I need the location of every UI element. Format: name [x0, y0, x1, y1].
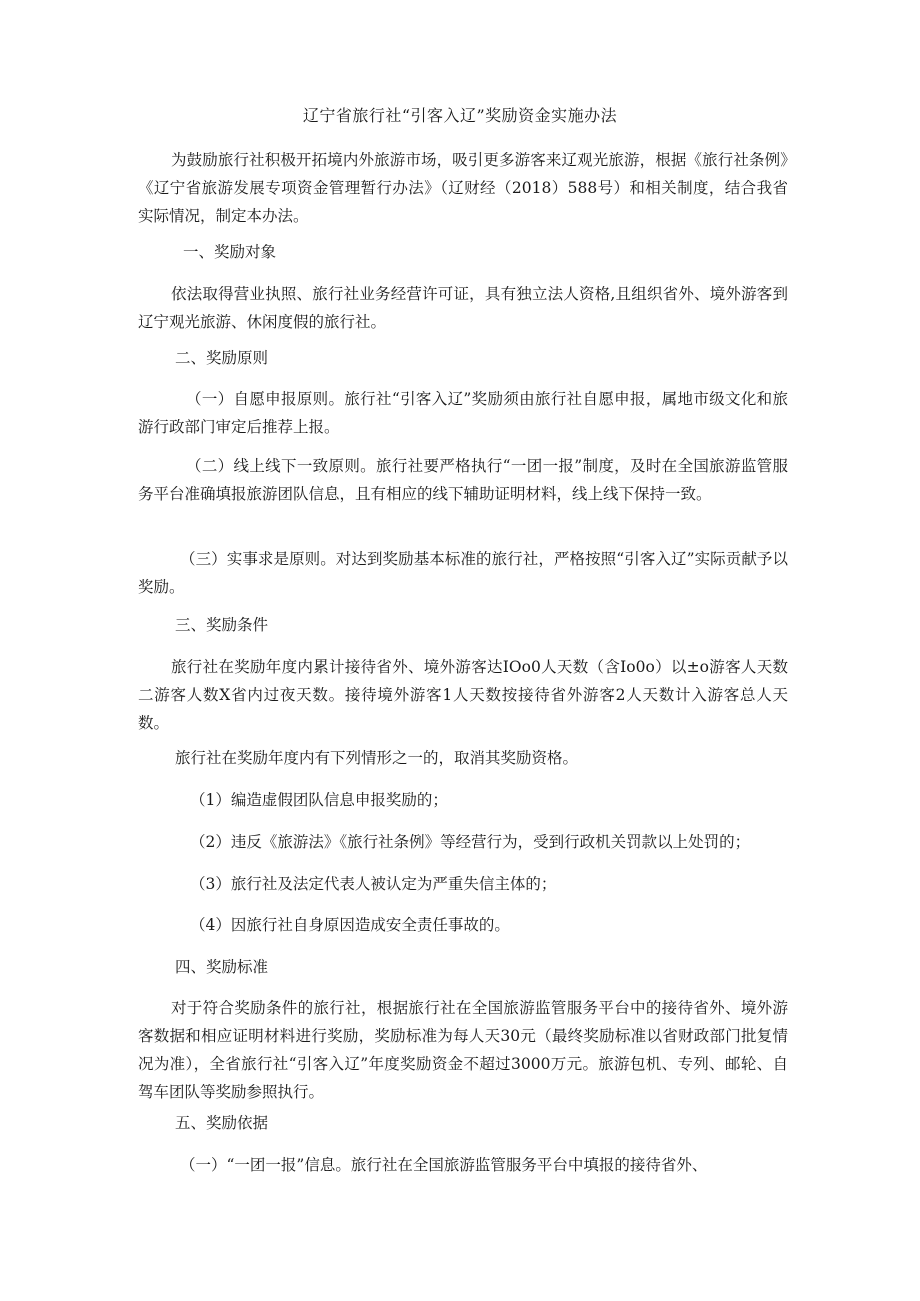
section-3-item-2: （2）违反《旅游法》《旅行社条例》等经营行为，受到行政机关罚款以上处罚的；	[190, 833, 751, 851]
section-2-principle-3: （三）实事求是原则。对达到奖励基本标准的旅行社，严格按照“引客入辽”实际贡献予以奖励。	[138, 550, 788, 596]
section-3-paragraph-2: 旅行社在奖励年度内有下列情形之一的，取消其奖励资格。	[175, 749, 579, 767]
section-2-heading: 二、奖励原则	[175, 349, 269, 367]
section-3-item-1: （1）编造虚假团队信息申报奖励的；	[190, 791, 448, 809]
section-4-heading: 四、奖励标准	[175, 958, 269, 976]
section-3-heading: 三、奖励条件	[175, 616, 269, 634]
section-5-paragraph: （一）“一团一报”信息。旅行社在全国旅游监管服务平台中填报的接待省外、	[180, 1156, 708, 1174]
section-3-paragraph-1: 旅行社在奖励年度内累计接待省外、境外游客达IOo0人天数（含Io0o）以±o游客人天数二游客人数X省内过夜天数。接待境外游客1人天数按接待省外游客2人天数计入游客总人天数。	[138, 658, 788, 732]
intro-paragraph: 为鼓励旅行社积极开拓境内外旅游市场，吸引更多游客来辽观光旅游，根据《旅行社条例》《辽宁省旅游发展专项资金管理暂行办法》（辽财经（2018）588号）和相关制度，结合我省实际情况，制定本办法。	[138, 151, 788, 225]
section-4-paragraph: 对于符合奖励条件的旅行社，根据旅行社在全国旅游监管服务平台中的接待省外、境外游客数据和相应证明材料进行奖励，奖励标准为每人天30元（最终奖励标准以省财政部门批复情况为准），全省旅行社“引客入辽”年度奖励资金不超过3000万元。旅游包机、专列、邮轮、自驾车团队等奖励参照执行。	[138, 999, 788, 1101]
section-2-principle-2: （二）线上线下一致原则。旅行社要严格执行“一团一报”制度，及时在全国旅游监管服务平台准确填报旅游团队信息，且有相应的线下辅助证明材料，线上线下保持一致。	[138, 457, 788, 503]
document-title: 辽宁省旅行社“引客入辽”奖励资金实施办法	[302, 106, 618, 125]
section-5-heading: 五、奖励依据	[175, 1114, 269, 1132]
section-3-item-3: （3）旅行社及法定代表人被认定为严重失信主体的；	[190, 875, 557, 893]
section-1-heading: 一、奖励对象	[183, 243, 277, 261]
section-2-principle-1: （一）自愿申报原则。旅行社“引客入辽”奖励须由旅行社自愿申报，属地市级文化和旅游行政部门审定后推荐上报。	[138, 390, 788, 436]
section-3-item-4: （4）因旅行社自身原因造成安全责任事故的。	[190, 916, 510, 934]
section-1-paragraph: 依法取得营业执照、旅行社业务经营许可证，具有独立法人资格,且组织省外、境外游客到辽宁观光旅游、休闲度假的旅行社。	[138, 285, 788, 331]
